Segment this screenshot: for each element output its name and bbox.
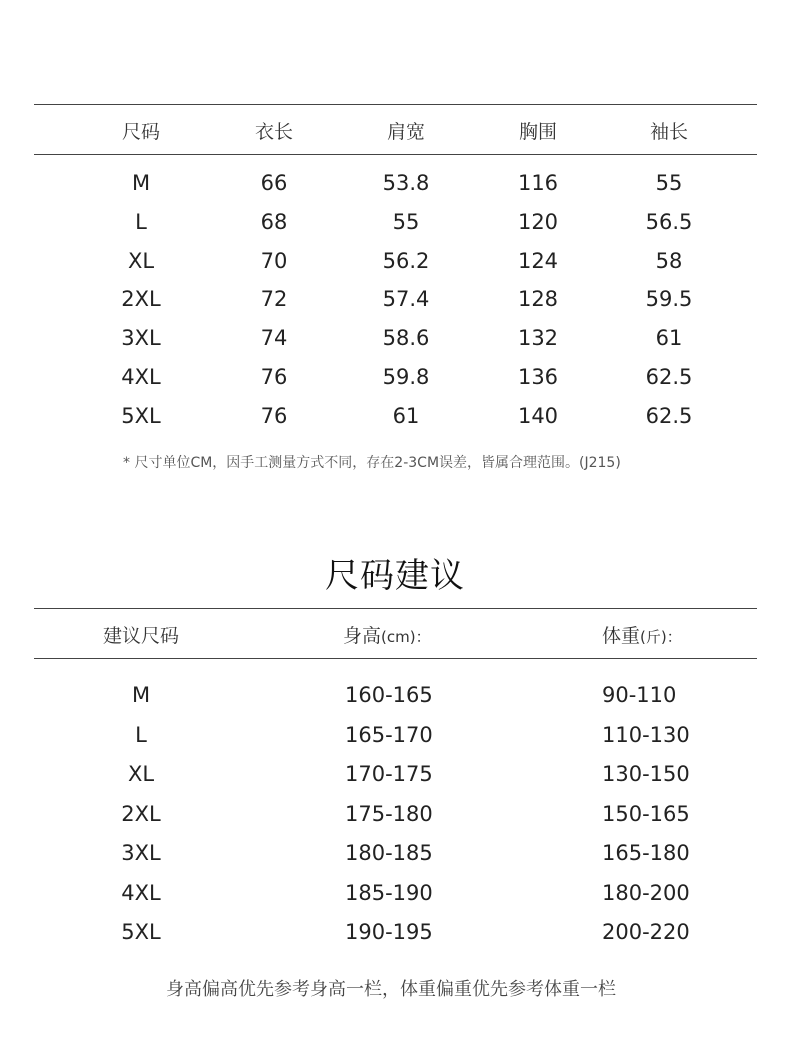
size-cell-size: 2XL	[121, 287, 161, 312]
recommend-header-weight	[602, 621, 682, 648]
recommend-cell-height: 180-185	[345, 841, 433, 865]
recommend-cell-height: 170-175	[345, 762, 433, 786]
size-cell-chest: 128	[517, 287, 559, 312]
recommend-footer-note: 身高偏高优先参考身高一栏，体重偏重优先参考体重一栏	[166, 979, 616, 1000]
size-cell-shoulder: 55	[392, 209, 420, 234]
recommend-cell-height: 190-195	[345, 920, 433, 944]
size-cell-size: 3XL	[121, 326, 161, 351]
size-cell-shoulder: 59.8	[382, 365, 430, 389]
recommend-title: 尺码建议	[325, 556, 465, 596]
recommend-header-rule	[34, 658, 757, 659]
size-cell-sleeve: 58	[655, 248, 683, 273]
recommend-cell-height: 175-180	[345, 801, 433, 826]
recommend-cell-weight: 130-150	[602, 762, 690, 786]
size-cell-size: 4XL	[121, 365, 161, 389]
size-cell-chest: 132	[517, 326, 559, 351]
size-cell-length: 72	[260, 287, 288, 312]
size-table-header-rule	[34, 154, 757, 155]
size-cell-sleeve: 62.5	[645, 403, 693, 428]
recommend-cell-size: 3XL	[121, 841, 161, 865]
recommend-cell-size: 2XL	[121, 801, 161, 826]
size-table-note: * 尺寸单位CM，因手工测量方式不同，存在2-3CM误差，皆属合理范围。(J215)	[123, 455, 621, 471]
size-cell-sleeve: 59.5	[645, 287, 693, 312]
size-cell-size: XL	[127, 248, 155, 273]
recommend-header-size: 建议尺码	[102, 625, 180, 647]
recommend-cell-size: M	[131, 683, 151, 707]
size-cell-length: 68	[260, 209, 288, 234]
recommend-header-weight-label: 体重	[602, 625, 641, 647]
recommend-cell-size: L	[135, 722, 147, 747]
size-cell-size: L	[135, 209, 147, 234]
recommend-cell-size: 4XL	[121, 880, 161, 905]
size-header-size: 尺码	[121, 121, 161, 143]
recommend-cell-weight: 180-200	[602, 880, 690, 905]
size-cell-length: 66	[260, 171, 288, 195]
size-cell-sleeve: 62.5	[645, 365, 693, 389]
recommend-cell-size: 5XL	[121, 920, 161, 944]
size-header-shoulder: 肩宽	[386, 121, 426, 143]
size-cell-shoulder: 57.4	[382, 287, 430, 312]
recommend-header-weight-unit: (斤)：	[640, 628, 682, 646]
size-cell-shoulder: 58.6	[382, 326, 430, 351]
recommend-header-height-unit: (cm)：	[381, 628, 431, 646]
size-cell-length: 76	[260, 365, 288, 389]
size-cell-sleeve: 56.5	[645, 209, 693, 234]
size-cell-sleeve: 61	[655, 326, 683, 351]
recommend-cell-height: 165-170	[345, 722, 433, 747]
size-cell-shoulder: 61	[392, 403, 420, 428]
size-cell-length: 74	[260, 326, 288, 351]
recommend-cell-size: XL	[127, 762, 155, 786]
size-cell-length: 76	[260, 403, 288, 428]
size-cell-shoulder: 56.2	[382, 248, 430, 273]
recommend-cell-height: 160-165	[345, 683, 433, 707]
recommend-cell-weight: 150-165	[602, 801, 690, 826]
recommend-top-rule	[34, 608, 757, 609]
size-table-top-rule	[34, 104, 757, 105]
size-cell-size: M	[131, 171, 151, 195]
recommend-cell-weight: 165-180	[602, 841, 690, 865]
size-header-length: 衣长	[254, 121, 294, 143]
recommend-cell-weight: 200-220	[602, 920, 690, 944]
size-cell-chest: 116	[517, 171, 559, 195]
recommend-header-height	[343, 621, 431, 648]
size-header-chest: 胸围	[518, 121, 558, 143]
size-cell-chest: 120	[517, 209, 559, 234]
size-cell-sleeve: 55	[655, 171, 683, 195]
size-cell-chest: 124	[517, 248, 559, 273]
recommend-cell-weight: 110-130	[602, 722, 690, 747]
size-cell-size: 5XL	[121, 403, 161, 428]
size-header-sleeve: 袖长	[649, 121, 689, 143]
recommend-header-height-label: 身高	[343, 625, 382, 647]
size-cell-chest: 136	[517, 365, 559, 389]
size-cell-length: 70	[260, 248, 288, 273]
recommend-cell-height: 185-190	[345, 880, 433, 905]
recommend-cell-weight: 90-110	[602, 683, 677, 707]
size-cell-shoulder: 53.8	[382, 171, 430, 195]
size-cell-chest: 140	[517, 403, 559, 428]
